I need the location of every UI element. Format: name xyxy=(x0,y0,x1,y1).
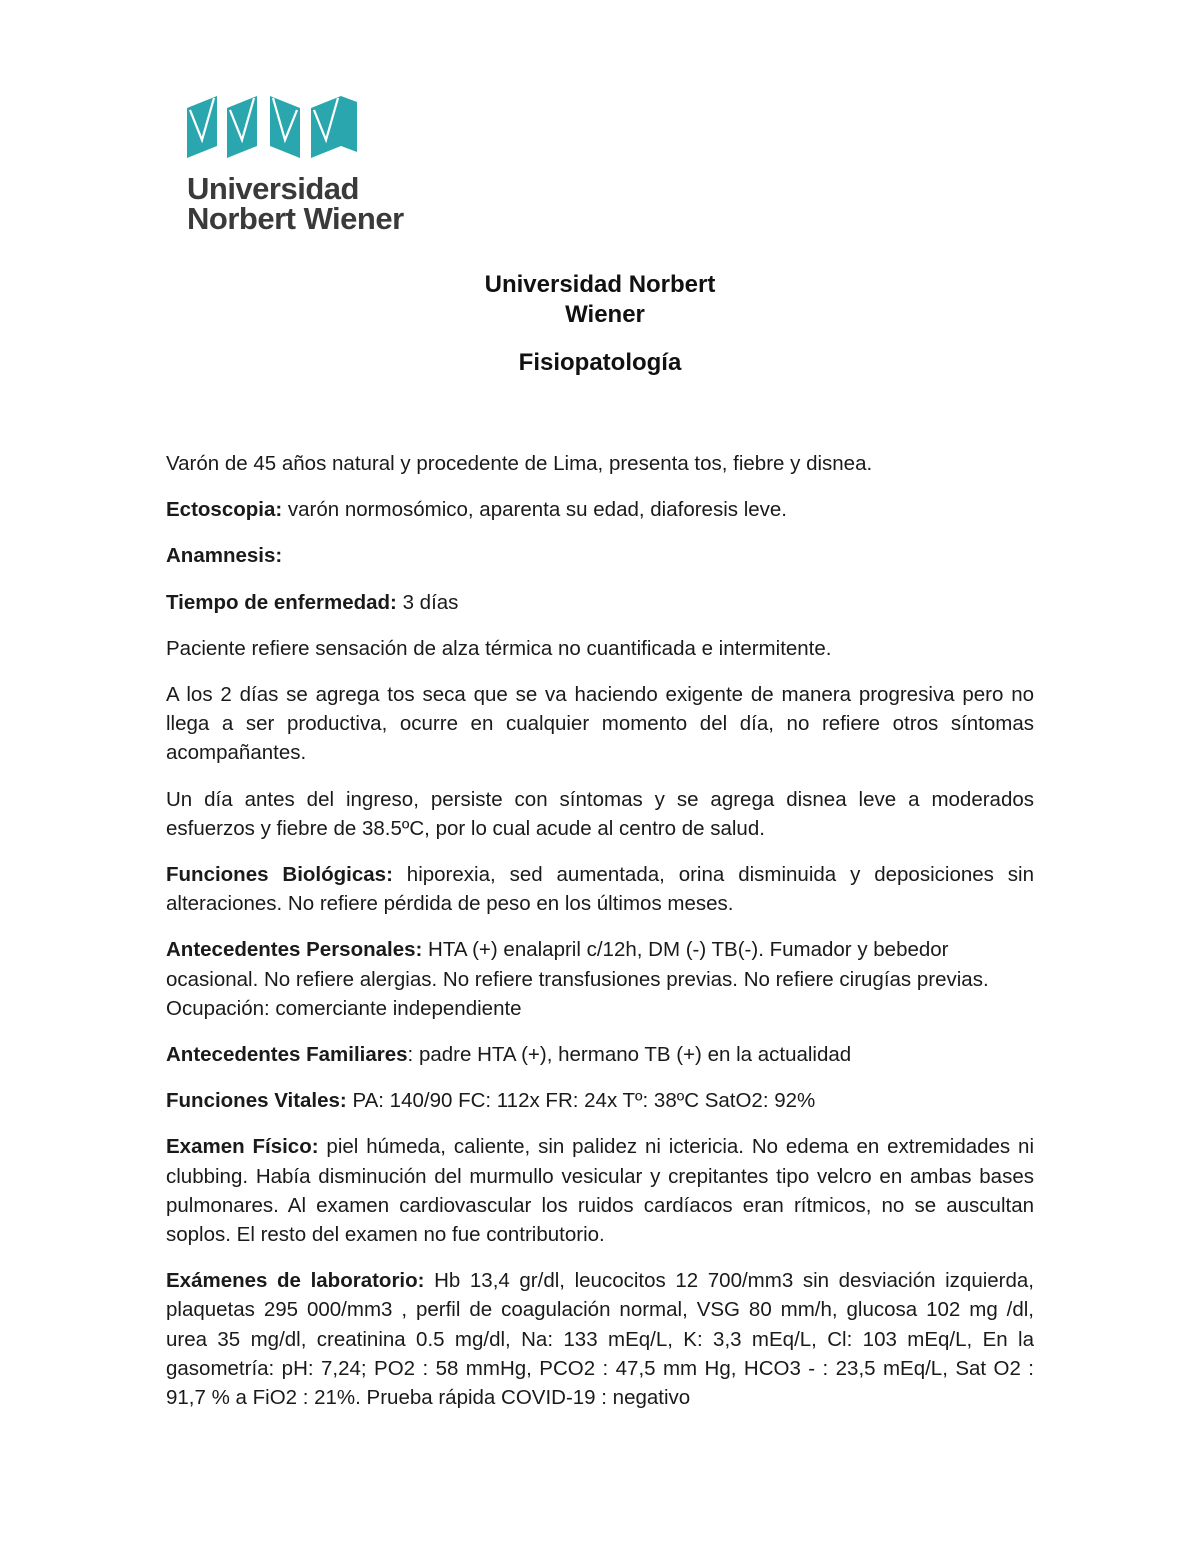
funciones-biologicas-paragraph xyxy=(166,860,1034,918)
anamnesis-heading xyxy=(166,541,1034,570)
examen-fisico-text: piel húmeda, caliente, sin palidez ni ictericia. No edema en extremidades ni clubbing. Había disminución del murmullo vesicular y crepitantes tipo velcro en ambas bases pulmonares. Al examen cardiovascular los ruidos cardíacos eran rítmicos, no se auscultan soplos. El resto del examen no fue contributorio. xyxy=(166,1135,1034,1247)
tiempo-paragraph xyxy=(166,588,1034,617)
course-title: Fisiopatología xyxy=(518,349,682,376)
funciones-vitales-label: Funciones Vitales: xyxy=(166,1089,347,1113)
anamnesis-label: Anamnesis: xyxy=(166,544,283,568)
logo-line-2: Norbert Wiener xyxy=(187,201,404,236)
paragraph-3: Un día antes del ingreso, persiste con síntomas y se agrega disnea leve a moderados esfuerzos y fiebre de 38.5ºC, por lo cual acude al centro de salud. xyxy=(166,787,1034,840)
antecedentes-familiares-text: : padre HTA (+), hermano TB (+) en la actualidad xyxy=(407,1043,852,1067)
university-logo xyxy=(187,96,417,246)
title-line-1: Universidad Norbert xyxy=(484,271,716,298)
tiempo-label: Tiempo de enfermedad: xyxy=(166,590,397,614)
funciones-vitales-paragraph xyxy=(166,1086,1034,1115)
document-title xyxy=(0,270,1200,330)
funciones-biologicas-label: Funciones Biológicas: xyxy=(166,863,393,887)
antecedentes-personales-paragraph xyxy=(166,935,1034,1023)
funciones-biologicas-text: hiporexia, sed aumentada, orina disminuida y deposiciones sin alteraciones. No refiere pérdida de peso en los últimos meses. xyxy=(166,863,1034,916)
ectoscopia-label: Ectoscopia: xyxy=(166,498,283,522)
antecedentes-personales-label: Antecedentes Personales: xyxy=(166,938,423,962)
antecedentes-personales-text: HTA (+) enalapril c/12h, DM (-) TB(-). Fumador y bebedor ocasional. No refiere alergias. No refiere transfusiones previas. No refiere cirugías previas. Ocupación: comerciante independiente xyxy=(166,938,989,1020)
examenes-laboratorio-label: Exámenes de laboratorio: xyxy=(166,1269,425,1293)
title-line-2: Wiener xyxy=(565,301,645,328)
tiempo-text: 3 días xyxy=(396,590,459,614)
paragraph-1: Paciente refiere sensación de alza térmica no cuantificada e intermitente. xyxy=(166,636,832,660)
paragraph-2: A los 2 días se agrega tos seca que se va haciendo exigente de manera progresiva pero no llega a ser productiva, ocurre en cualquier momento del día, no refiere otros síntomas acompañantes. xyxy=(166,683,1034,765)
examenes-laboratorio-text: Hb 13,4 gr/dl, leucocitos 12 700/mm3 sin desviación izquierda, plaquetas 295 000/mm3 , perfil de coagulación normal, VSG 80 mm/h, glucosa 102 mg /dl, urea 35 mg/dl, creatinina 0.5 mg/dl, Na: 133 mEq/L, K: 3,3 mEq/L, Cl: 103 mEq/L, En la gasometría: pH: 7,24; PO2 : 58 mmHg, PCO2 : 47,5 mm Hg, HCO3 - : 23,5 mEq/L, Sat O2 : 91,7 % a FiO2 : 21%. Prueba rápida COVID-19 : negativo xyxy=(166,1269,1034,1410)
antecedentes-familiares-label: Antecedentes Familiares xyxy=(166,1043,408,1067)
ectoscopia-paragraph xyxy=(166,495,1034,524)
funciones-vitales-text: PA: 140/90 FC: 112x FR: 24x Tº: 38ºC SatO2: 92% xyxy=(346,1089,816,1113)
logo-wordmark xyxy=(187,171,404,236)
intro-paragraph: Varón de 45 años natural y procedente de Lima, presenta tos, fiebre y disnea. xyxy=(166,452,873,475)
case-content xyxy=(166,449,1034,1429)
examen-fisico-paragraph xyxy=(166,1132,1034,1249)
logo-emblem-icon xyxy=(187,96,359,158)
examenes-laboratorio-paragraph xyxy=(166,1266,1034,1412)
antecedentes-familiares-paragraph xyxy=(166,1040,1034,1069)
ectoscopia-text: varón normosómico, aparenta su edad, diaforesis leve. xyxy=(282,498,788,522)
examen-fisico-label: Examen Físico: xyxy=(166,1135,319,1159)
logo-line-1: Universidad xyxy=(187,171,359,206)
